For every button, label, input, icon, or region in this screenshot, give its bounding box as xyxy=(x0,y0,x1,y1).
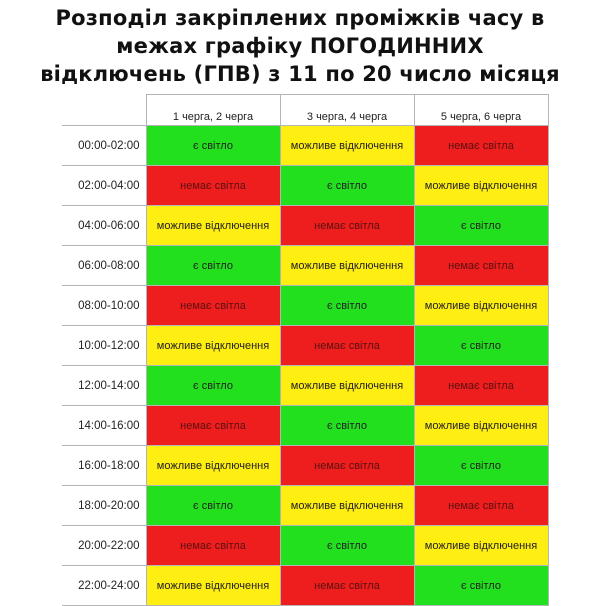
status-cell-maybe xyxy=(280,246,414,286)
title-line: межах графіку ПОГОДИННИХ xyxy=(116,34,484,58)
status-text: немає світла xyxy=(448,259,514,272)
time-slot-label: 08:00-10:00 xyxy=(62,286,146,326)
corner-cell xyxy=(62,95,146,126)
outage-schedule-table xyxy=(62,94,549,606)
status-text: немає світла xyxy=(448,379,514,392)
status-cell-yes xyxy=(414,446,548,486)
status-text: є світло xyxy=(193,139,233,152)
time-slot-label: 22:00-24:00 xyxy=(62,566,146,606)
queue-header: 5 черга, 6 черга xyxy=(414,95,548,126)
status-cell-no xyxy=(280,446,414,486)
status-cell-no xyxy=(280,206,414,246)
time-slot-label: 06:00-08:00 xyxy=(62,246,146,286)
status-text: є світло xyxy=(193,379,233,392)
status-text: можливе відключення xyxy=(290,139,404,152)
status-text: немає світла xyxy=(180,539,246,552)
time-slot-label: 04:00-06:00 xyxy=(62,206,146,246)
time-slot-label: 14:00-16:00 xyxy=(62,406,146,446)
status-cell-no xyxy=(146,406,280,446)
status-cell-yes xyxy=(280,406,414,446)
status-cell-yes xyxy=(414,566,548,606)
status-text: можливе відключення xyxy=(424,299,538,312)
status-text: немає світла xyxy=(314,579,380,592)
status-text: можливе відключення xyxy=(156,459,270,472)
table-row xyxy=(62,246,548,286)
status-text: є світло xyxy=(327,299,367,312)
status-text: немає світла xyxy=(314,459,380,472)
table-row xyxy=(62,326,548,366)
header-row xyxy=(62,95,548,126)
queue-header: 3 черга, 4 черга xyxy=(280,95,414,126)
table-row xyxy=(62,166,548,206)
status-text: можливе відключення xyxy=(290,379,404,392)
table-row xyxy=(62,566,548,606)
status-text: можливе відключення xyxy=(156,219,270,232)
status-text: є світло xyxy=(461,219,501,232)
table-row xyxy=(62,486,548,526)
status-cell-no xyxy=(414,126,548,166)
status-text: є світло xyxy=(193,259,233,272)
status-text: можливе відключення xyxy=(424,419,538,432)
status-cell-yes xyxy=(280,286,414,326)
status-cell-yes xyxy=(280,166,414,206)
status-text: є світло xyxy=(327,539,367,552)
status-text: є світло xyxy=(461,459,501,472)
status-text: є світло xyxy=(461,579,501,592)
status-cell-yes xyxy=(414,326,548,366)
table-row xyxy=(62,406,548,446)
status-cell-maybe xyxy=(146,566,280,606)
status-text: немає світла xyxy=(180,299,246,312)
status-text: можливе відключення xyxy=(290,259,404,272)
page-title xyxy=(0,4,600,88)
status-cell-maybe xyxy=(146,326,280,366)
time-slot-label: 10:00-12:00 xyxy=(62,326,146,366)
status-cell-no xyxy=(414,366,548,406)
status-cell-yes xyxy=(146,366,280,406)
status-text: немає світла xyxy=(448,499,514,512)
status-cell-no xyxy=(414,246,548,286)
status-text: є світло xyxy=(327,179,367,192)
status-cell-maybe xyxy=(146,446,280,486)
status-text: немає світла xyxy=(180,179,246,192)
status-cell-no xyxy=(280,566,414,606)
status-text: можливе відключення xyxy=(156,339,270,352)
status-cell-yes xyxy=(146,126,280,166)
status-cell-maybe xyxy=(414,526,548,566)
status-cell-maybe xyxy=(146,206,280,246)
status-cell-no xyxy=(280,326,414,366)
status-cell-yes xyxy=(414,206,548,246)
table-row xyxy=(62,206,548,246)
status-text: немає світла xyxy=(180,419,246,432)
time-slot-label: 20:00-22:00 xyxy=(62,526,146,566)
status-text: є світло xyxy=(327,419,367,432)
status-cell-yes xyxy=(280,526,414,566)
status-text: можливе відключення xyxy=(156,579,270,592)
status-text: немає світла xyxy=(314,339,380,352)
queue-header: 1 черга, 2 черга xyxy=(146,95,280,126)
table-row xyxy=(62,286,548,326)
status-cell-no xyxy=(146,166,280,206)
status-cell-no xyxy=(146,526,280,566)
table-row xyxy=(62,446,548,486)
time-slot-label: 00:00-02:00 xyxy=(62,126,146,166)
status-text: можливе відключення xyxy=(424,539,538,552)
title-line: відключень (ГПВ) з 11 по 20 число місяця xyxy=(40,62,560,86)
status-cell-maybe xyxy=(414,406,548,446)
time-slot-label: 16:00-18:00 xyxy=(62,446,146,486)
status-text: немає світла xyxy=(448,139,514,152)
status-cell-maybe xyxy=(414,166,548,206)
table-row xyxy=(62,126,548,166)
title-line: Розподіл закріплених проміжків часу в xyxy=(55,6,545,30)
status-text: є світло xyxy=(193,499,233,512)
status-text: немає світла xyxy=(314,219,380,232)
status-cell-maybe xyxy=(280,126,414,166)
status-text: є світло xyxy=(461,339,501,352)
time-slot-label: 18:00-20:00 xyxy=(62,486,146,526)
time-slot-label: 12:00-14:00 xyxy=(62,366,146,406)
table-row xyxy=(62,366,548,406)
status-cell-no xyxy=(414,486,548,526)
status-text: можливе відключення xyxy=(424,179,538,192)
status-text: можливе відключення xyxy=(290,499,404,512)
status-cell-maybe xyxy=(280,366,414,406)
status-cell-no xyxy=(146,286,280,326)
status-cell-maybe xyxy=(414,286,548,326)
table-row xyxy=(62,526,548,566)
status-cell-yes xyxy=(146,246,280,286)
status-cell-maybe xyxy=(280,486,414,526)
time-slot-label: 02:00-04:00 xyxy=(62,166,146,206)
status-cell-yes xyxy=(146,486,280,526)
